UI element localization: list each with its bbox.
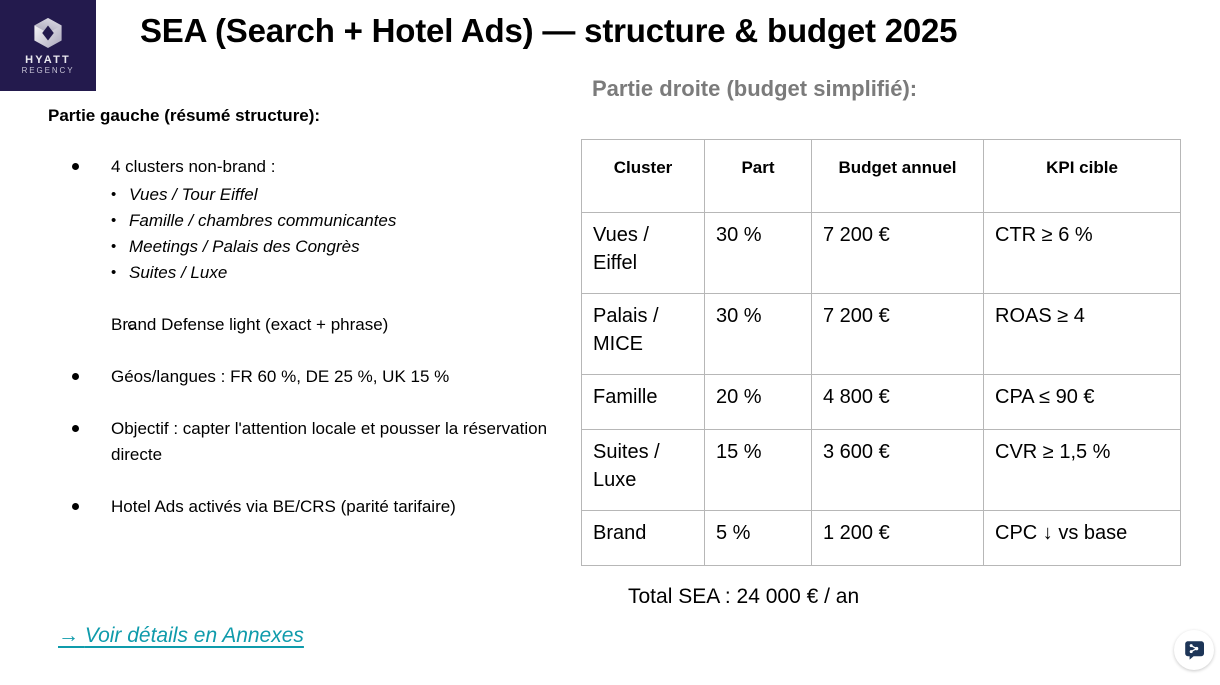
cell-part: 15 % [705,430,812,511]
list-item [111,234,548,260]
cell-budget: 4 800 € [812,375,984,430]
column-header-kpi: KPI cible [984,140,1181,213]
share-badge-button[interactable] [1174,630,1214,670]
brand-name: HYATT [25,53,71,66]
left-column [48,106,548,546]
cell-kpi: CTR ≥ 6 % [984,213,1181,294]
list-item-label: Vues / Tour Eiffel [129,185,258,204]
cell-part: 30 % [705,294,812,375]
list-item [48,416,548,468]
annexes-link-label: Voir détails en Annexes [84,624,304,647]
cell-budget: 3 600 € [812,430,984,511]
table-row [582,511,1181,566]
left-column-heading: Partie gauche (résumé structure): [48,106,321,125]
table-row [582,430,1181,511]
table-header-row [582,140,1181,213]
list-item-label: 4 clusters non-brand : [111,157,276,176]
bullet-circle-icon [128,321,136,329]
cell-kpi: ROAS ≥ 4 [984,294,1181,375]
cell-part: 5 % [705,511,812,566]
list-item [111,260,548,286]
list-item-label: Meetings / Palais des Congrès [129,237,360,256]
list-item [48,494,548,520]
brand-logo-tile [0,0,96,91]
cell-budget: 7 200 € [812,294,984,375]
bullet-disc-icon [72,503,79,510]
cluster-sublist [111,182,548,286]
cell-cluster: Famille [582,375,705,430]
table-row [582,294,1181,375]
cell-budget: 7 200 € [812,213,984,294]
right-column-heading: Partie droite (budget simplifié): [592,76,918,101]
budget-table [581,139,1181,566]
list-item-label: Objectif : capter l'attention locale et pousser la réservation directe [111,419,548,464]
cell-part: 30 % [705,213,812,294]
bullet-disc-icon [72,163,79,170]
list-item [48,154,548,286]
structure-bullet-list [48,154,548,520]
cell-cluster: Vues / Eiffel [582,213,705,294]
share-network-icon [1182,638,1206,662]
cell-kpi: CPC ↓ vs base [984,511,1181,566]
cell-part: 20 % [705,375,812,430]
list-item [48,312,548,338]
cell-budget: 1 200 € [812,511,984,566]
total-sea-label: Total SEA : 24 000 € / an [628,585,860,608]
column-header-part: Part [705,140,812,213]
table-row [582,213,1181,294]
brand-sub-name: REGENCY [21,65,75,75]
list-item [111,182,548,208]
list-item-label: Brand Defense light (exact + phrase) [111,315,389,334]
cell-cluster: Brand [582,511,705,566]
annexes-link[interactable] [58,624,304,648]
list-item [48,364,548,390]
cell-cluster: Suites / Luxe [582,430,705,511]
list-item-label: Famille / chambres communicantes [129,211,397,230]
cell-kpi: CVR ≥ 1,5 % [984,430,1181,511]
bullet-disc-icon [72,373,79,380]
bullet-disc-icon [72,425,79,432]
hyatt-diamond-hexagon-icon [31,16,65,50]
list-item [111,208,548,234]
cell-cluster: Palais / MICE [582,294,705,375]
arrow-right-icon: → [58,624,79,647]
list-item-label: Hotel Ads activés via BE/CRS (parité tarifaire) [111,497,456,516]
cell-kpi: CPA ≤ 90 € [984,375,1181,430]
list-item-label: Géos/langues : FR 60 %, DE 25 %, UK 15 % [111,367,450,386]
column-header-cluster: Cluster [582,140,705,213]
table-row [582,375,1181,430]
list-item-label: Suites / Luxe [129,263,228,282]
column-header-budget: Budget annuel [812,140,984,213]
page-title: SEA (Search + Hotel Ads) — structure & budget 2025 [140,12,958,49]
